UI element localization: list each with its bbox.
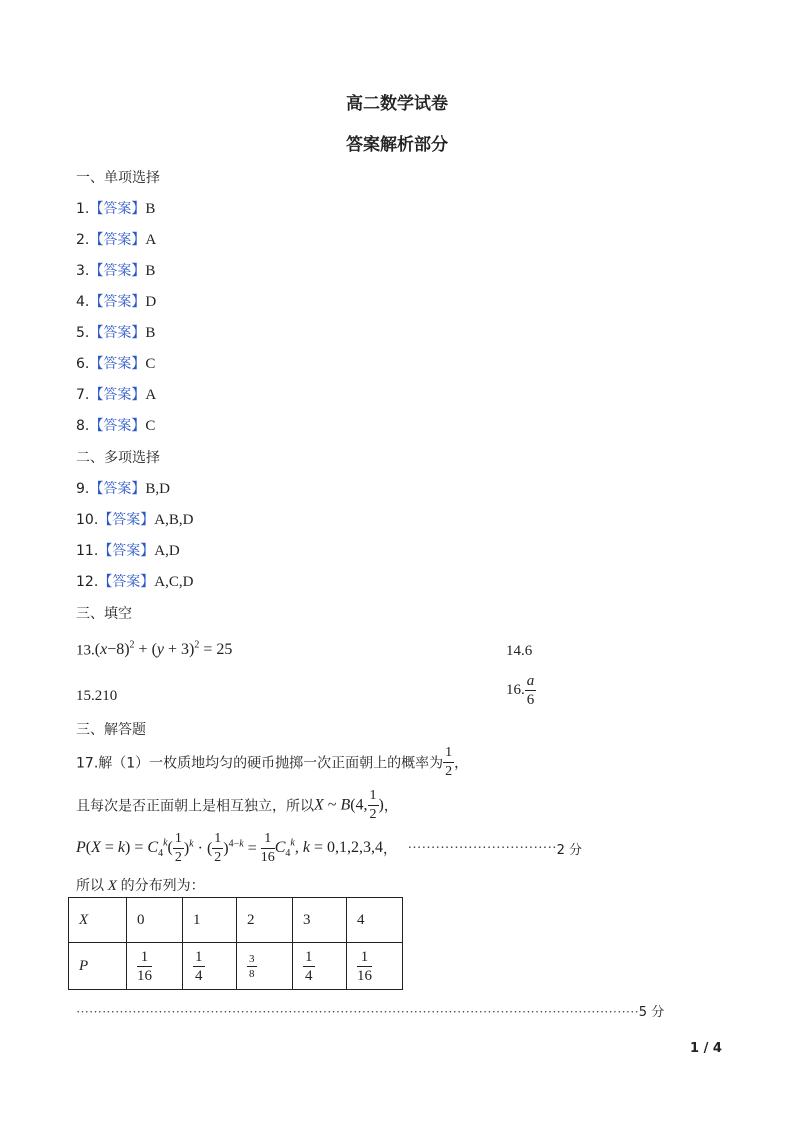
solution-independence: 且每次是否正面朝上是相互独立，所以 [76,798,314,815]
section-heading-solutions: 三、解答题 [76,722,146,738]
variable-x: X [104,878,121,894]
fraction-one-half: $\frac{1}{2}$ [445,745,453,779]
answer-tag: 【答案】 [89,263,146,279]
fraction-cell [303,948,315,985]
document-subtitle: 答案解析部分 [346,135,448,155]
fraction-cell [137,948,152,985]
fraction-numerator: 3 [249,952,255,965]
answer-tag: 【答案】 [89,356,146,372]
answer-tag: 【答案】 [89,418,146,434]
answer-value: A [145,232,157,248]
answer-number: 9. [76,481,90,497]
solution-line-1: 17.解（1）一枚质地均匀的硬币抛掷一次正面朝上的概率为 $\frac{1}{2}$ ， [76,745,469,779]
fraction-numerator: 1 [195,948,203,965]
table-cell: 2 [237,898,293,943]
answer-number: 1. [76,201,90,217]
binomial-expression: X ~ B(4, [314,796,368,814]
fill-answer-14: 14.6 [506,643,533,659]
answer-tag: 【答案】 [98,574,155,590]
answer-tag: 【答案】 [89,201,146,217]
answer-row [76,229,156,249]
answer-number: 2. [76,232,90,248]
answer-value: A [145,387,157,403]
document-title: 高二数学试卷 [346,94,448,114]
answer-value: C [145,418,156,434]
answer-row [76,198,155,218]
solution-intro: 17.解（1）一枚质地均匀的硬币抛掷一次正面朝上的概率为 [76,755,444,772]
answer-row [76,571,193,591]
text-so: 所以 [76,878,104,894]
section-heading-single-choice: 一、单项选择 [76,170,160,186]
question-number: 16. [506,682,525,698]
answer-row [76,291,156,311]
fraction-denominator: 16 [137,967,152,984]
table-cell: 3 [293,898,347,943]
fraction-denominator: 8 [249,967,255,980]
fill-answer-16 [506,672,536,709]
answer-number: 10. [76,512,99,528]
answer-value: C [145,356,156,372]
answer-value: B [145,201,156,217]
table-row [69,943,403,990]
answer-tag: 【答案】 [89,387,146,403]
fraction-denominator: 4 [305,967,313,984]
table-cell [237,943,293,990]
answer-value: A,C,D [154,574,194,590]
circle-equation: $(x-8)^2 + (y + 3)^2 = 25$ [94,640,233,659]
table-cell: X [69,898,127,943]
answer-number: 7. [76,387,90,403]
answer-row [76,322,155,342]
table-cell [293,943,347,990]
solution-line-3: $P(X = k) = C_4^k$( $\frac{1}{2}$ )$^k$ · ( $\frac{1}{2}$ )$^{4-k}$ = $\frac{1}{16}$ $C_4^k$, k = 0,1,2,3,4， ································2 分 [76,831,583,865]
table-cell: 1 [183,898,237,943]
table-row [69,898,403,943]
fraction-cell [357,948,372,985]
score-dots: ································ [407,840,557,856]
page-number: 1 / 4 [690,1041,722,1056]
answer-row [76,415,155,435]
answer-row [76,260,155,280]
answer-value: A,D [154,543,180,559]
answer-value: B [145,263,156,279]
answer-number: 5. [76,325,90,341]
probability-formula: $P(X = k) = C_4^k$( [76,837,173,860]
section-heading-multiple-choice: 二、多项选择 [76,450,160,466]
fraction-cell [247,952,257,981]
fill-answer-13 [76,640,232,659]
answer-number: 4. [76,294,90,310]
answer-tag: 【答案】 [89,294,146,310]
text-distribution: 的分布列为： [120,878,205,894]
table-cell [347,943,403,990]
distribution-table [68,897,403,990]
table-cell: P [69,943,127,990]
fraction-numerator: 1 [357,948,372,967]
table-cell [127,943,183,990]
fraction-a-over-6 [525,672,537,709]
answer-row [76,384,156,404]
answer-tag: 【答案】 [89,232,146,248]
answer-value: A,B,D [154,512,194,528]
score-dots: ·································································································································· [76,1004,639,1019]
answer-tag: 【答案】 [98,543,155,559]
answer-row [76,540,180,560]
answer-number: 11. [76,543,99,559]
answer-tag: 【答案】 [98,512,155,528]
fraction-denominator: 4 [195,967,203,984]
table-cell: 0 [127,898,183,943]
fraction-numerator: 1 [137,948,152,967]
answer-number: 8. [76,418,90,434]
answer-number: 6. [76,356,90,372]
answer-tag: 【答案】 [89,325,146,341]
answer-row [76,478,170,498]
fraction-cell [193,948,205,985]
fraction-one-half: $\frac{1}{2}$ [369,788,377,822]
table-cell: 4 [347,898,403,943]
fraction-denominator: 6 [526,692,535,708]
fraction-numerator: a [526,673,535,689]
answer-value: B,D [145,481,170,497]
answer-value: D [145,294,157,310]
solution-line-4 [76,875,205,895]
answer-row [76,509,193,529]
fraction-numerator: 1 [305,948,313,965]
score-mark: 2 分 [556,843,583,858]
answer-value: B [145,325,156,341]
score-mark: 5 分 [638,1005,665,1020]
fraction-denominator: 16 [357,967,372,984]
answer-tag: 【答案】 [89,481,146,497]
solution-line-2: 且每次是否正面朝上是相互独立，所以X ~ B(4, $\frac{1}{2}$ )， [76,788,398,822]
table-cell [183,943,237,990]
section-heading-fill-in: 三、填空 [76,606,132,622]
answer-number: 12. [76,574,99,590]
answer-number: 3. [76,263,90,279]
fill-answer-15: 15.210 [76,688,118,704]
answer-row [76,353,155,373]
score-line [76,1001,664,1020]
question-number: 13. [76,642,95,659]
